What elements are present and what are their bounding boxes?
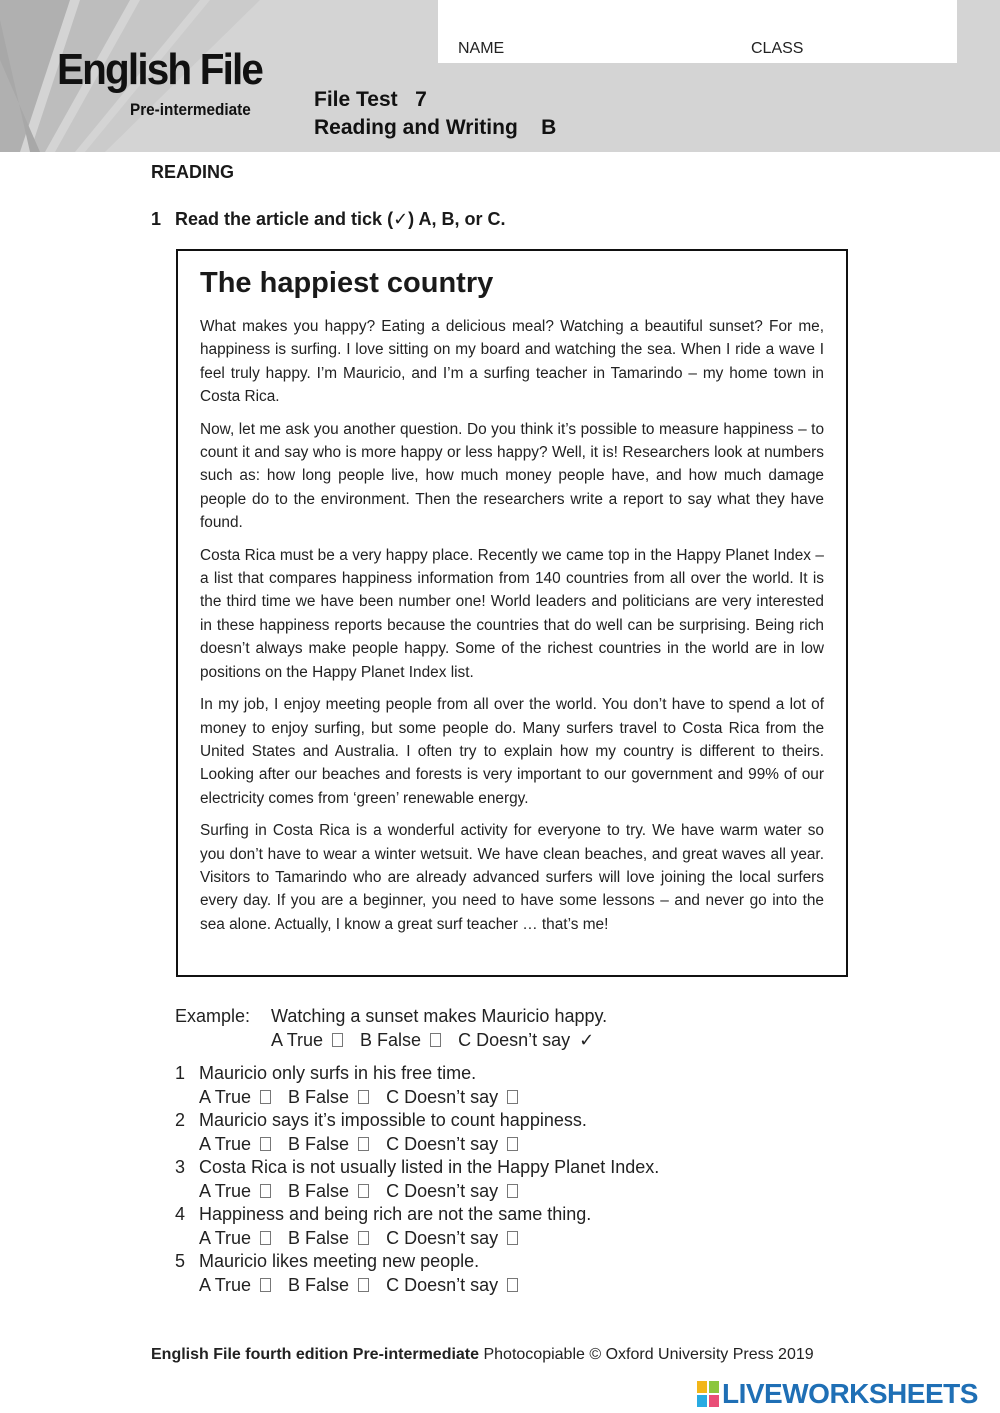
instruction-number: 1	[151, 209, 162, 229]
checkbox[interactable]	[260, 1090, 271, 1104]
question-number: 4	[175, 1204, 186, 1224]
option-b[interactable]: B False	[288, 1133, 369, 1157]
question-item	[175, 1156, 875, 1203]
article-title: The happiest country	[200, 267, 494, 299]
checkbox[interactable]	[260, 1137, 271, 1151]
question-item	[175, 1109, 875, 1156]
checkbox[interactable]	[507, 1278, 518, 1292]
option-b[interactable]: B False	[288, 1180, 369, 1204]
checkbox[interactable]	[358, 1184, 369, 1198]
question-number: 1	[175, 1063, 186, 1083]
option-a[interactable]: A True	[199, 1133, 271, 1157]
tick-icon: ✓	[579, 1029, 595, 1050]
class-label: CLASS	[751, 40, 804, 57]
test-title	[314, 86, 556, 142]
example-options	[175, 1029, 875, 1053]
article-box	[176, 249, 848, 977]
example-label: Example:	[175, 1006, 251, 1026]
option-b[interactable]: B False	[288, 1227, 369, 1251]
checkbox[interactable]	[358, 1231, 369, 1245]
option-a[interactable]: A True	[199, 1227, 271, 1251]
question-text: Happiness and being rich are not the same thing.	[199, 1204, 592, 1224]
checkbox	[332, 1033, 343, 1047]
question-text: Mauricio says it’s impossible to count happiness.	[199, 1110, 587, 1130]
footer-title: English File fourth edition Pre-intermediate	[151, 1346, 480, 1363]
option-b[interactable]: B False	[288, 1274, 369, 1298]
question-item	[175, 1250, 875, 1297]
checkbox[interactable]	[358, 1090, 369, 1104]
footer-copyright	[151, 1346, 814, 1364]
article-paragraph: In my job, I enjoy meeting people from all over the world. You don’t have to spend a lot of money to enjoy surfing, but some people do. Many surfers travel to Costa Rica from the United States and Australia. I often try to explain how my country is different to theirs. Looking after our beaches and forests is very important to our government and 99% of our electricity comes from ‘green’ renewable energy.	[200, 696, 824, 807]
option-a[interactable]: A True	[199, 1180, 271, 1204]
name-class-box	[438, 0, 957, 63]
question-number: 5	[175, 1251, 186, 1271]
option-c[interactable]: C Doesn’t say	[386, 1180, 518, 1204]
option-a[interactable]: A True	[199, 1274, 271, 1298]
checkbox[interactable]	[358, 1278, 369, 1292]
instruction	[151, 209, 505, 230]
checkbox[interactable]	[507, 1231, 518, 1245]
checkbox[interactable]	[358, 1137, 369, 1151]
checkbox[interactable]	[260, 1278, 271, 1292]
option-a[interactable]: A True	[199, 1086, 271, 1110]
example-option-b: B False	[360, 1029, 441, 1053]
article-paragraph: Now, let me ask you another question. Do you think it’s possible to measure happiness – to count it and say who is more happy or less happy? Well, it is! Researchers look at numbers such as: how long people live, how much money people have, and how much damage people do to the environment. Then the researchers write a report to say what they have found.	[200, 420, 824, 532]
section-heading: READING	[151, 162, 235, 182]
name-label: NAME	[458, 40, 505, 57]
footer-rest: Photocopiable © Oxford University Press 2019	[479, 1346, 814, 1363]
test-title-line-1: File Test 7	[314, 88, 427, 111]
article-paragraph: What makes you happy? Eating a delicious meal? Watching a beautiful sunset? For me, happiness is surfing. I love sitting on my board and watching the sea. When I ride a wave I feel truly happy. I’m Mauricio, and I’m a surfing teacher in Tamarindo – my home town in Costa Rica.	[200, 318, 824, 406]
checkbox[interactable]	[507, 1137, 518, 1151]
option-c[interactable]: C Doesn’t say	[386, 1274, 518, 1298]
option-c[interactable]: C Doesn’t say	[386, 1133, 518, 1157]
question-number: 3	[175, 1157, 186, 1177]
question-text: Mauricio likes meeting new people.	[199, 1251, 480, 1271]
article-paragraph: Costa Rica must be a very happy place. Recently we came top in the Happy Planet Index – a list that compares happiness information from 140 countries from all over the world. It is the third time we have been number one! World leaders and politicians are very interested in these happiness reports because the countries that do well can be surprising. Being rich doesn’t always make people happy. Some of the richest countries in the world are in low positions on the Happy Planet Index list.	[200, 546, 824, 681]
checkbox[interactable]	[507, 1184, 518, 1198]
question-list	[175, 1062, 875, 1297]
checkbox	[430, 1033, 441, 1047]
instruction-text: Read the article and tick (✓) A, B, or C.	[175, 209, 506, 229]
example-statement: Watching a sunset makes Mauricio happy.	[271, 1006, 608, 1026]
question-text: Costa Rica is not usually listed in the Happy Planet Index.	[199, 1157, 660, 1177]
logo-title: English File	[57, 45, 263, 94]
liveworksheets-watermark	[697, 1378, 978, 1410]
question-text: Mauricio only surfs in his free time.	[199, 1063, 477, 1083]
liveworksheets-logo-icon	[697, 1381, 719, 1407]
checkbox[interactable]	[507, 1090, 518, 1104]
article-paragraph: Surfing in Costa Rica is a wonderful activity for everyone to try. We have warm water so you don’t have to wear a winter wetsuit. We have clean beaches, and great waves all year. Visitors to Tamarindo who are already advanced surfers will love joining the local surfers every day. If you are a beginner, you need to have some lessons – and never go into the sea alone. Actually, I know a great surf teacher … that’s me!	[200, 822, 824, 933]
example-row	[175, 1005, 875, 1029]
logo-subtitle: Pre-intermediate	[130, 100, 251, 119]
question-number: 2	[175, 1110, 186, 1130]
checkbox[interactable]	[260, 1231, 271, 1245]
option-b[interactable]: B False	[288, 1086, 369, 1110]
question-item	[175, 1203, 875, 1250]
example-option-a: A True	[271, 1029, 343, 1053]
example-option-c: C Doesn’t say ✓	[458, 1029, 594, 1053]
watermark-text: LIVEWORKSHEETS	[722, 1378, 978, 1409]
test-title-line-2: Reading and Writing B	[314, 116, 557, 139]
header-band	[0, 0, 1000, 152]
questions-section	[175, 1005, 875, 1297]
option-c[interactable]: C Doesn’t say	[386, 1227, 518, 1251]
option-c[interactable]: C Doesn’t say	[386, 1086, 518, 1110]
question-item	[175, 1062, 875, 1109]
checkbox[interactable]	[260, 1184, 271, 1198]
